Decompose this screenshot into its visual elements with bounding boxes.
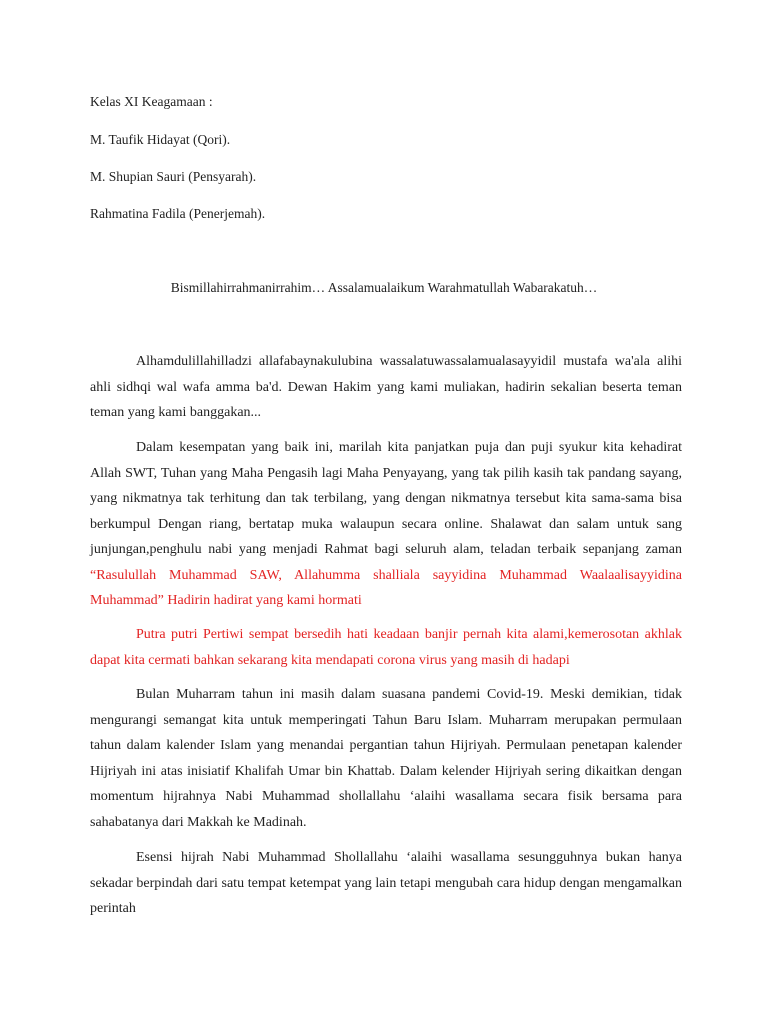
member-pensyarah: M. Shupian Sauri (Pensyarah).: [90, 169, 257, 184]
paragraph-5: Esensi hijrah Nabi Muhammad Shollallahu ‘alaihi wasallama sesungguhnya bukan hanya sekadar berpindah dari satu tempat ketempat yang lain tetapi mengubah cara hidup dengan mengamalkan perintah: [90, 850, 682, 916]
class-label: Kelas XI Keagamaan :: [90, 94, 213, 109]
paragraph-4: Bulan Muharram tahun ini masih dalam suasana pandemi Covid-19. Meski demikian, tidak mengurangi semangat kita untuk memperingati Tahun Baru Islam. Muharram merupakan permulaan tahun dalam kalender Islam yang menandai pergantian tahun Hijriyah. Permulaan penetapan kalender Hijriyah ini atas inisiatif Khalifah Umar bin Khattab. Dalam kelender Hijriyah sering dikaitkan dengan momentum hijrahnya Nabi Muhammad shollallahu ‘alaihi wasallama secara fisik bersama para sahabatanya dari Makkah ke Madinah.: [90, 687, 682, 830]
member-qori: M. Taufik Hidayat (Qori).: [90, 132, 231, 147]
paragraph-3-highlight: Putra putri Pertiwi sempat bersedih hati keadaan banjir pernah kita alami,kemerosotan akhlak dapat kita cermati bahkan sekarang kita mendapati corona virus yang masih di hadapi: [90, 627, 682, 668]
paragraph-2: [90, 435, 682, 614]
opening-greeting: Bismillahirrahmanirrahim… Assalamualaikum Warahmatullah Wabarakatuh…: [170, 280, 598, 295]
paragraph-1: Alhamdulillahilladzi allafabaynakulubina wassalatuwassalamualasayyidil mustafa wa'ala alihi ahli sidhqi wal wafa amma ba'd. Dewan Hakim yang kami muliakan, hadirin sekalian beserta teman teman yang kami banggakan...: [90, 354, 682, 420]
member-penerjemah: Rahmatina Fadila (Penerjemah).: [90, 206, 266, 221]
paragraph-2-highlight: “Rasulullah Muhammad SAW, Allahumma shalliala sayyidina Muhammad Waalaalisayyidina Muhammad” Hadirin hadirat yang kami hormati: [90, 567, 682, 608]
paragraph-2-text: Dalam kesempatan yang baik ini, marilah kita panjatkan puja dan puji syukur kita kehadirat Allah SWT, Tuhan yang Maha Pengasih lagi Maha Penyayang, yang tak pilih kasih tak pandang sayang, yang nikmatnya tak terhitung dan tak terbilang, yang dengan nikmatnya tersebut kita sama-sama bisa berkumpul Dengan riang, bertatap muka walaupun secara online. Shalawat dan salam untuk sang junjungan,penghulu nabi yang menjadi Rahmat bagi seluruh alam, teladan terbaik sepanjang zaman: [90, 440, 682, 557]
